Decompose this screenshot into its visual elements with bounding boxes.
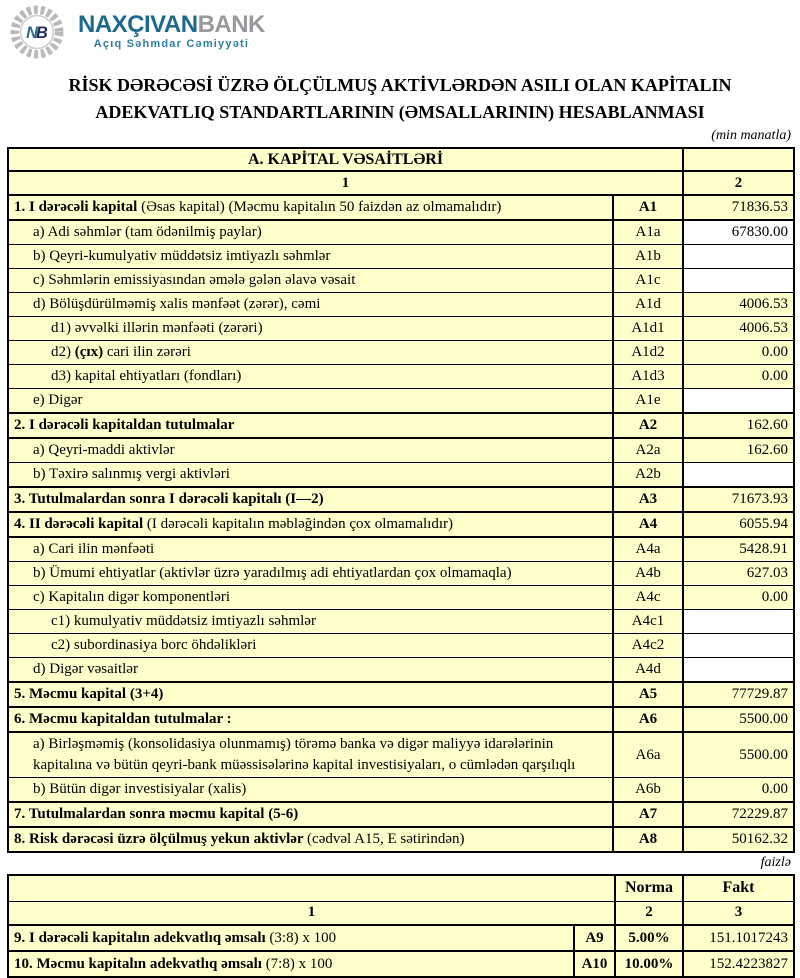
table-row: [8, 195, 794, 220]
bank-name: [78, 13, 265, 37]
row-code: A1e: [613, 389, 683, 414]
label-segment: (7:8) x 100: [265, 955, 333, 972]
label-segment: (I dərəcəli kapitalın məbləğindən çox olmamalıdır): [146, 516, 454, 532]
ratio-header-spacer: [8, 875, 615, 901]
row-label: [8, 682, 613, 707]
row-code: A1b: [613, 245, 683, 269]
table-row: [8, 293, 794, 317]
percent-note: faizlə: [760, 855, 791, 870]
ratio-colnum-norma: 2: [615, 901, 683, 925]
label-segment: (cədvəl A15, E sətirindən): [307, 831, 465, 847]
row-label: [8, 707, 613, 732]
table-row: [8, 389, 794, 414]
row-value: 50162.32: [683, 827, 794, 852]
label-segment: 8. Risk dərəcəsi üzrə ölçülmuş yekun aktivlər: [14, 831, 308, 847]
row-value: 162.60: [683, 438, 794, 463]
row-value: 0.00: [683, 341, 794, 365]
table-row: [8, 413, 794, 438]
bank-logo-text: [78, 13, 265, 50]
row-code: A4a: [613, 537, 683, 562]
bank-subtitle: Açıq Səhmdar Cəmiyyəti: [93, 38, 250, 50]
capital-table-title: A. KAPİTAL VƏSAİTLƏRİ: [8, 148, 683, 171]
row-label: [8, 537, 613, 562]
row-code: A2b: [613, 463, 683, 488]
page-title: [26, 72, 774, 126]
row-label: [8, 586, 613, 610]
row-label: [8, 341, 613, 365]
label-segment: b) Ümumi ehtiyatlar (aktivlər üzrə yaradılmış adi ehtiyatlardan çox olmamaqla): [33, 565, 512, 581]
label-segment: 10. Məcmu kapitalın adekvatlıq əmsalı: [14, 955, 266, 972]
label-segment: a) Cari ilin mənfəəti: [33, 541, 155, 557]
capital-table: [7, 147, 795, 853]
row-label: [8, 269, 613, 293]
row-label: [8, 732, 613, 778]
row-value: 71836.53: [683, 195, 794, 220]
table-row: [8, 658, 794, 683]
label-segment: a) Birləşməmiş (konsolidasiya olunmamış) törəmə banka və digər maliyyə idarələrinin kapitalına və bütün qeyri-bank müəssisələrinə kapital investisiyaları, o cümlədən qarşılıqlı: [33, 736, 576, 773]
row-code: A2: [613, 413, 683, 438]
table-row: [8, 682, 794, 707]
row-label: [8, 365, 613, 389]
ratio-table-colnum-row: [8, 901, 794, 925]
capital-table-title-row: [8, 148, 794, 171]
row-code: A5: [613, 682, 683, 707]
ratio-table-title-row: [8, 875, 794, 901]
row-label: [8, 413, 613, 438]
label-segment: b) Bütün digər investisiyalar (xalis): [33, 781, 247, 797]
row-label: [8, 293, 613, 317]
table-row: [8, 951, 794, 977]
row-label: [8, 389, 613, 414]
label-segment: 3. Tutulmalardan sonra I dərəcəli kapitalı (I—2): [14, 491, 324, 507]
row-code: A4c2: [613, 634, 683, 658]
label-segment: c) Kapitalın digər komponentləri: [33, 589, 231, 605]
label-segment: d2): [51, 344, 75, 360]
row-label: [8, 512, 613, 537]
row-value: 67830.00: [683, 220, 794, 245]
row-value: [683, 389, 794, 414]
row-code: A9: [574, 925, 615, 951]
row-fakt: 152.4223827: [683, 951, 794, 977]
row-code: A6a: [613, 732, 683, 778]
capital-table-body: [8, 195, 794, 852]
label-segment: 7. Tutulmalardan sonra məcmu kapital (5-6): [14, 806, 299, 822]
row-label: [8, 610, 613, 634]
row-code: A1d3: [613, 365, 683, 389]
ratio-colnum-left: 1: [8, 901, 615, 925]
label-segment: c2) subordinasiya borc öhdəlikləri: [51, 637, 257, 653]
table-row: [8, 586, 794, 610]
row-label: [8, 463, 613, 488]
row-value: 6055.94: [683, 512, 794, 537]
table-row: [8, 925, 794, 951]
row-code: A1c: [613, 269, 683, 293]
row-value: 4006.53: [683, 293, 794, 317]
table-row: [8, 365, 794, 389]
row-value: [683, 610, 794, 634]
table-row: [8, 317, 794, 341]
row-code: A4c1: [613, 610, 683, 634]
norma-header: Norma: [615, 875, 683, 901]
label-segment: a) Qeyri-maddi aktivlər: [33, 442, 175, 458]
row-code: A8: [613, 827, 683, 852]
row-label: [8, 634, 613, 658]
row-code: A6: [613, 707, 683, 732]
row-fakt: 151.1017243: [683, 925, 794, 951]
row-code: A6b: [613, 778, 683, 803]
label-segment: (çıx): [74, 344, 104, 360]
label-segment: 5. Məcmu kapital (3+4): [14, 686, 164, 702]
row-label: [8, 245, 613, 269]
row-value: [683, 269, 794, 293]
ratio-colnum-fakt: 3: [683, 901, 794, 925]
row-code: A3: [613, 487, 683, 512]
table-row: [8, 827, 794, 852]
colnum-value: 2: [683, 171, 794, 195]
table-row: [8, 269, 794, 293]
row-label: [8, 562, 613, 586]
row-value: [683, 463, 794, 488]
row-value: 0.00: [683, 778, 794, 803]
row-code: A2a: [613, 438, 683, 463]
table-row: [8, 562, 794, 586]
label-segment: d) Bölüşdürülməmiş xalis mənfəət (zərər), cəmi: [33, 296, 321, 312]
row-code: A4c: [613, 586, 683, 610]
label-segment: 6. Məcmu kapitaldan tutulmalar :: [14, 711, 232, 727]
row-label: [8, 951, 574, 977]
label-segment: 9. I dərəcəli kapitalın adekvatlıq əmsalı: [14, 929, 270, 946]
row-value: 5428.91: [683, 537, 794, 562]
row-value: [683, 245, 794, 269]
label-segment: 1. I dərəcəli kapital: [14, 199, 142, 215]
row-value: 0.00: [683, 365, 794, 389]
table-row: [8, 463, 794, 488]
bank-emblem-icon: [10, 5, 64, 59]
row-code: A1d: [613, 293, 683, 317]
table-row: [8, 220, 794, 245]
value-col-header-spacer: [683, 148, 794, 171]
row-label: [8, 438, 613, 463]
table-row: [8, 487, 794, 512]
label-segment: 2. I dərəcəli kapitaldan tutulmalar: [14, 417, 235, 433]
row-code: A4: [613, 512, 683, 537]
table-row: [8, 634, 794, 658]
label-segment: c) Səhmlərin emissiyasından əmələ gələn əlavə vəsait: [33, 272, 356, 288]
label-segment: c1) kumulyativ müddətsiz imtiyazlı səhmlər: [51, 613, 316, 629]
row-code: A1a: [613, 220, 683, 245]
row-value: 5500.00: [683, 707, 794, 732]
label-segment: b) Təxirə salınmış vergi aktivləri: [33, 466, 230, 482]
table-row: [8, 802, 794, 827]
label-segment: e) Digər: [33, 392, 83, 408]
unit-note: (min manatla): [711, 128, 791, 143]
row-norma: 5.00%: [615, 925, 683, 951]
row-label: [8, 317, 613, 341]
colnum-left: 1: [8, 171, 683, 195]
row-value: 162.60: [683, 413, 794, 438]
row-norma: 10.00%: [615, 951, 683, 977]
label-segment: cari ilin zərəri: [103, 344, 191, 360]
table-row: [8, 537, 794, 562]
row-value: [683, 658, 794, 683]
row-code: A4d: [613, 658, 683, 683]
row-label: [8, 802, 613, 827]
page-title-line2: ADEKVATLIQ STANDARTLARININ (ƏMSALLARININ) HESABLANMASI: [95, 102, 705, 122]
ratio-table: [7, 874, 795, 978]
row-value: 627.03: [683, 562, 794, 586]
label-segment: d) Digər vəsaitlər: [33, 661, 138, 677]
table-row: [8, 341, 794, 365]
row-value: 72229.87: [683, 802, 794, 827]
row-label: [8, 195, 613, 220]
table-row: [8, 512, 794, 537]
row-code: A1d1: [613, 317, 683, 341]
label-segment: a) Adi səhmlər (tam ödənilmiş paylar): [33, 224, 262, 240]
bank-logo: [10, 5, 265, 59]
page-title-line1: RİSK DƏRƏCƏSİ ÜZRƏ ÖLÇÜLMUŞ AKTİVLƏRDƏN ASILI OLAN KAPİTALIN: [68, 75, 732, 95]
bank-name-secondary: BANK: [197, 11, 265, 38]
row-code: A1: [613, 195, 683, 220]
table-row: [8, 438, 794, 463]
bank-name-primary: NAXÇIVAN: [78, 11, 198, 38]
label-segment: d1) əvvəlki illərin mənfəəti (zərəri): [51, 320, 263, 336]
row-label: [8, 487, 613, 512]
table-row: [8, 610, 794, 634]
bank-header: [0, 0, 800, 60]
label-segment: d3) kapital ehtiyatları (fondları): [51, 368, 242, 384]
table-row: [8, 732, 794, 778]
table-row: [8, 707, 794, 732]
row-label: [8, 827, 613, 852]
emblem-initials: NB: [26, 23, 48, 42]
row-label: [8, 778, 613, 803]
label-segment: b) Qeyri-kumulyativ müddətsiz imtiyazlı səhmlər: [33, 248, 331, 264]
row-code: A4b: [613, 562, 683, 586]
capital-table-colnum-row: [8, 171, 794, 195]
label-segment: 4. II dərəcəli kapital: [14, 516, 147, 532]
fakt-header: Fakt: [683, 875, 794, 901]
row-value: 71673.93: [683, 487, 794, 512]
row-value: 0.00: [683, 586, 794, 610]
table-row: [8, 245, 794, 269]
row-label: [8, 220, 613, 245]
row-value: [683, 634, 794, 658]
row-value: 77729.87: [683, 682, 794, 707]
label-segment: (Əsas kapital) (Məcmu kapitalın 50 faizdən az olmamalıdır): [141, 199, 502, 215]
row-label: [8, 658, 613, 683]
ratio-table-body: [8, 925, 794, 977]
table-row: [8, 778, 794, 803]
row-value: 5500.00: [683, 732, 794, 778]
row-code: A10: [574, 951, 615, 977]
row-code: A1d2: [613, 341, 683, 365]
row-code: A7: [613, 802, 683, 827]
row-label: [8, 925, 574, 951]
row-value: 4006.53: [683, 317, 794, 341]
label-segment: (3:8) x 100: [269, 929, 337, 946]
